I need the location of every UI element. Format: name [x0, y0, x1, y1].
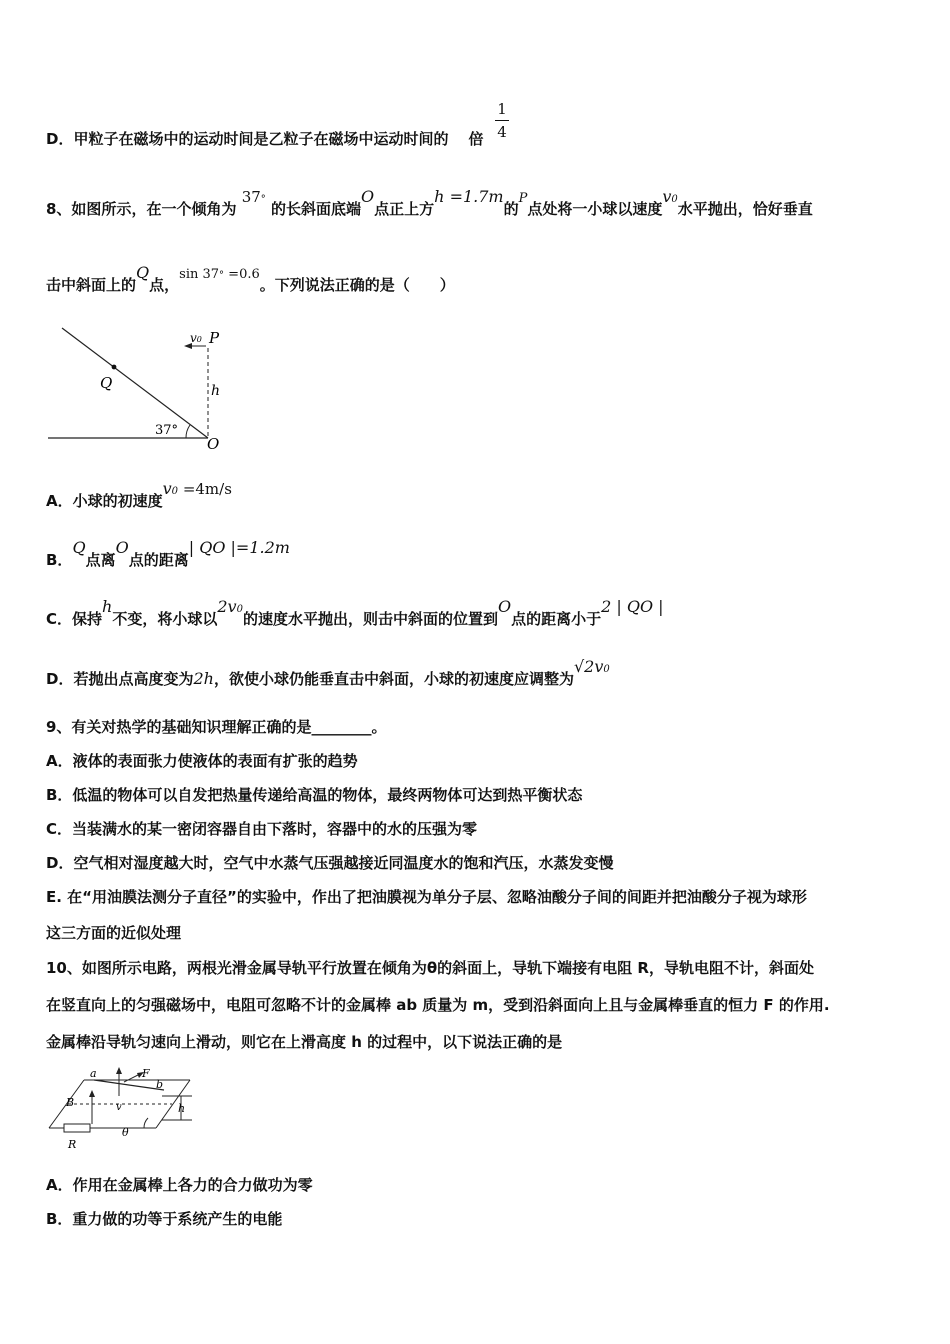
q9-stem: 9、有关对热学的基础知识理解正确的是________。: [46, 718, 387, 736]
metal-rod: [94, 1080, 164, 1090]
q7-fraction: 1 4: [495, 100, 509, 141]
fig-angle-label: 37°: [155, 423, 179, 438]
fig-a-label: a: [90, 1067, 97, 1080]
fraction-bar: [495, 120, 509, 121]
q9-option-e: E. 在“用油膜法测分子直径”的实验中，作出了把油膜视为单分子层、忽略油酸分子间的间距并把油酸分子视为球形: [46, 888, 807, 906]
q8-stem-line1: 8、如图所示，在一个倾角为 37° 的长斜面底端O点正上方h =1.7m的P点处将一小球以速度v0水平抛出，恰好垂直: [46, 187, 813, 218]
q9-option-b: B．低温的物体可以自发把热量传递给高温的物体，最终两物体可达到热平衡状态: [46, 786, 583, 804]
point-q-dot: [112, 365, 117, 370]
q7-option-d: D．甲粒子在磁场中的运动时间是乙粒子在磁场中运动时间的 倍: [46, 130, 484, 148]
field-arrowhead-1: [89, 1090, 95, 1097]
q10-option-b: B．重力做的功等于系统产生的电能: [46, 1210, 283, 1228]
fig-o-label: O: [207, 435, 220, 452]
q9-option-c: C．当装满水的某一密闭容器自由下落时，容器中的水的压强为零: [46, 820, 478, 838]
angle-arc: [186, 425, 190, 438]
angle-arc-theta: [144, 1118, 148, 1128]
q8-stem-line2: 击中斜面上的Q点，sin 37° =0.6。下列说法正确的是（ ）: [46, 263, 455, 294]
fig-f-label: F: [142, 1067, 150, 1080]
fig-field-b-label: B: [66, 1096, 75, 1109]
incline-line: [62, 328, 208, 438]
fig-q-label: Q: [100, 374, 113, 392]
q8-option-c: C．保持h不变，将小球以2v0的速度水平抛出，则击中斜面的位置到O点的距离小于2 | QO |: [46, 597, 664, 628]
q10-stem-line1: 10、如图所示电路，两根光滑金属导轨平行放置在倾角为θ的斜面上，导轨下端接有电阻 R，导轨电阻不计，斜面处: [46, 959, 814, 977]
fig-v0-label: v0: [190, 331, 202, 345]
q10-stem-line2: 在竖直向上的匀强磁场中，电阻可忽略不计的金属棒 ab 质量为 m，受到沿斜面向上且与金属棒垂直的恒力 F 的作用.: [46, 996, 830, 1014]
q8-option-b: B．Q点离O点的距离| QO |=1.2m: [46, 538, 290, 569]
q8-option-d: D．若抛出点高度变为2h，欲使小球仍能垂直击中斜面，小球的初速度应调整为√2v0: [46, 657, 610, 688]
fig-p-label: P: [209, 329, 220, 347]
fig-h-label: h: [211, 383, 221, 399]
fig-h-label: h: [178, 1102, 186, 1115]
q10-stem-line3: 金属棒沿导轨匀速向上滑动，则它在上滑高度 h 的过程中，以下说法正确的是: [46, 1033, 563, 1051]
fig-v-label: v: [116, 1102, 122, 1113]
fig-b-label: b: [156, 1078, 164, 1091]
q10-rail-circuit-figure: [44, 1066, 194, 1156]
q8-option-a: A．小球的初速度v0 =4m/s: [46, 479, 232, 510]
q10-option-a: A．作用在金属棒上各力的合力做功为零: [46, 1176, 313, 1194]
q9-option-a: A．液体的表面张力使液体的表面有扩张的趋势: [46, 752, 358, 770]
resistor: [64, 1124, 90, 1132]
field-arrowhead-2: [116, 1067, 122, 1074]
fig-r-label: R: [68, 1138, 77, 1151]
q9-option-d: D．空气相对湿度越大时，空气中水蒸气压强越接近同温度水的饱和汽压，水蒸发变慢: [46, 854, 614, 872]
q8-incline-figure: [46, 322, 236, 452]
q9-option-e-continued: 这三方面的近似处理: [46, 924, 182, 942]
force-arrow: [124, 1074, 140, 1082]
fig-theta-label: θ: [122, 1126, 129, 1139]
